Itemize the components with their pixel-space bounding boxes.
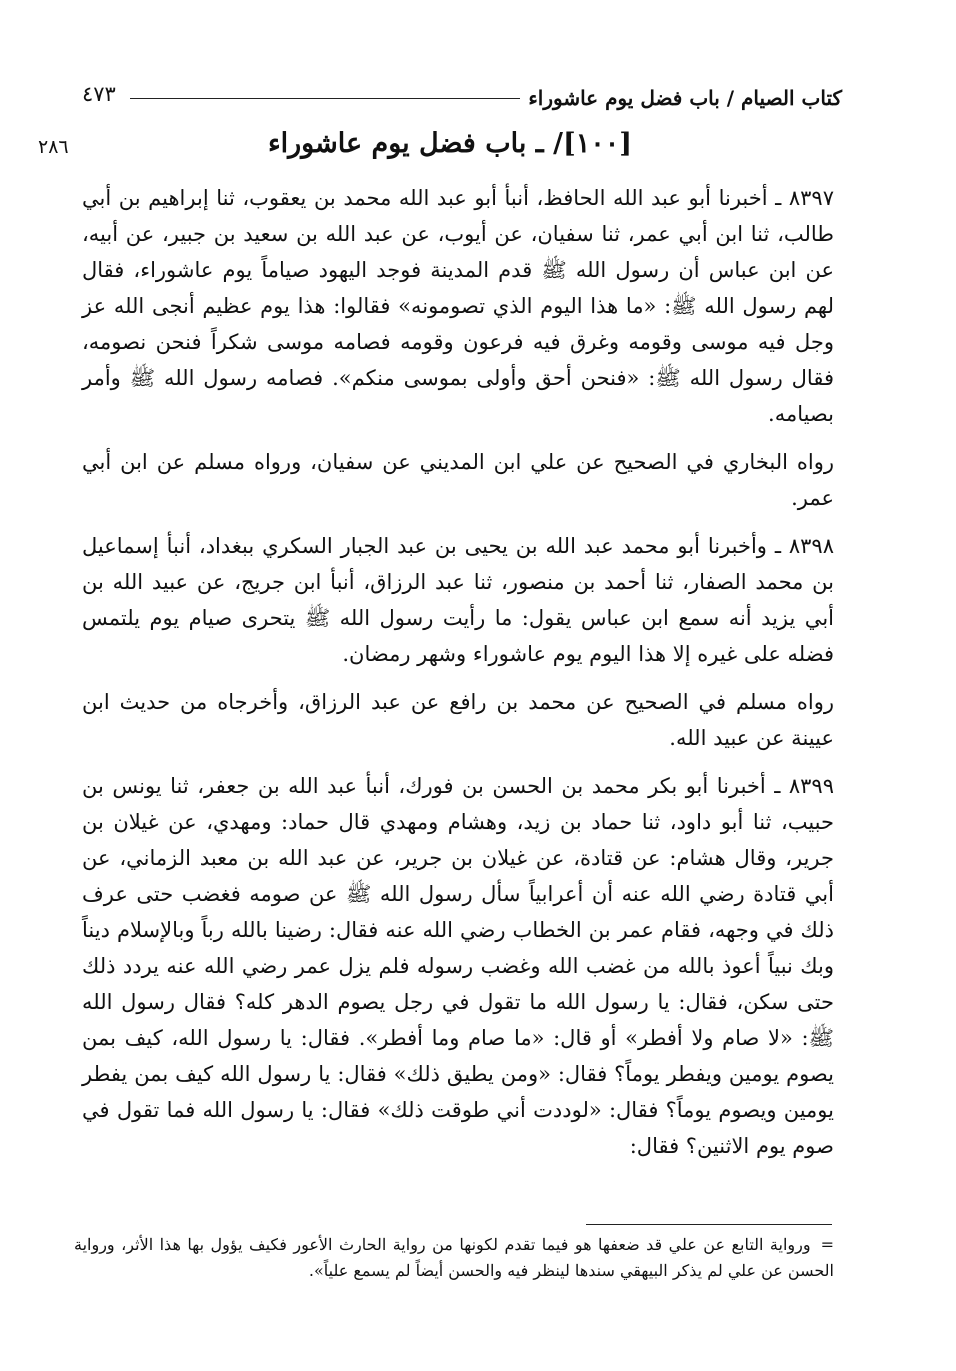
footnote-continuation-marker: =	[820, 1235, 834, 1254]
original-edition-page-number: ٢٨٦	[38, 136, 69, 158]
main-text	[82, 180, 834, 1176]
takhrij-8397: رواه البخاري في الصحيح عن علي ابن المديني عن سفيان، ورواه مسلم عن ابن أبي عمر.	[82, 450, 835, 510]
running-header-title: كتاب الصيام / باب فضل يوم عاشوراء	[528, 86, 842, 110]
chapter-title: [١٠٠]/ ـ باب فضل يوم عاشوراء	[267, 128, 633, 159]
hadith-8397: ٨٣٩٧ ـ أخبرنا أبو عبد الله الحافظ، أنبأ أبو عبد الله محمد بن يعقوب، ثنا إبراهيم بن أبي طالب، ثنا ابن أبي عمر، ثنا سفيان، عن أيوب، عن عبد الله بن سعيد بن جبير، عن أبيه، عن ابن عباس أن رسول الله ﷺ قدم المدينة فوجد اليهود صياماً يوم عاشوراء، فقال لهم رسول الله ﷺ: «ما هذا اليوم الذي تصومونه» فقالوا: هذا يوم عظيم أنجى الله عز وجل فيه موسى وقومه وغرق فيه فرعون وقومه فصامه موسى شكراً فنحن نصومه، فقال رسول الله ﷺ: «فنحن أحق وأولى بموسى منكم». فصامه رسول الله ﷺ وأمر بصيامه.	[82, 186, 834, 426]
page-number: ٤٧٣	[82, 82, 116, 106]
hadith-8399: ٨٣٩٩ ـ أخبرنا أبو بكر محمد بن الحسن بن فورك، أنبأ عبد الله بن جعفر، ثنا يونس بن حبيب، ثنا أبو داود، ثنا حماد بن زيد، وهشام ومهدي قال حماد: ومهدي، عن غيلان بن جرير، وقال هشام: عن قتادة، عن غيلان بن جرير، عن عبد الله بن معبد الزماني، عن أبي قتادة رضي الله عنه أن أعرابياً سأل رسول الله ﷺ عن صومه فغضب حتى عرف ذلك في وجهه، فقام عمر بن الخطاب رضي الله عنه فقال: رضينا بالله رباً وبالإسلام ديناً وبك نبياً أعوذ بالله من غضب الله وغضب رسوله فلم يزل عمر رضي الله عنه يردد ذلك حتى سكن، فقال: يا رسول الله ما تقول في رجل يصوم الدهر كله؟ فقال رسول الله ﷺ: «لا صام ولا أفطر» أو قال: «ما صام وما أفطر». فقال: يا رسول الله، كيف بمن يصوم يومين ويفطر يوماً؟ فقال: «ومن يطيق ذلك» فقال: يا رسول الله كيف بمن يفطر يومين ويصوم يوماً؟ فقال: «لوددت أني طوقت ذلك» فقال: يا رسول الله فما تقول في صوم يوم الاثنين؟ فقال:	[82, 774, 835, 1158]
footnote-text: ورواية التابع عن علي قد ضعفها هو فيما تقدم لكونها من رواية الحارث الأعور فكيف يؤول بها هذا الأثر، ورواية الحسن عن علي لم يذكر البيهقي سندها لينظر فيه والحسن أيضاً لم يسمع علياً».	[74, 1235, 834, 1280]
takhrij-8398: رواه مسلم في الصحيح عن محمد بن رافع عن عبد الرزاق، وأخرجاه من حديث ابن عيينة عن عبيد الله.	[82, 690, 834, 750]
hadith-8398: ٨٣٩٨ ـ وأخبرنا أبو محمد عبد الله بن يحيى بن عبد الجبار السكري ببغداد، أنبأ إسماعيل بن محمد الصفار، ثنا أحمد بن منصور، ثنا عبد الرزاق، أنبأ ابن جريج، عن عبيد الله بن أبي يزيد أنه سمع ابن عباس يقول: ما رأيت رسول الله ﷺ يتحرى صيام يوم يلتمس فضله على غيره إلا هذا اليوم يوم عاشوراء وشهر رمضان.	[82, 534, 834, 666]
header-rule	[130, 98, 520, 99]
footnote-rule	[586, 1224, 832, 1225]
footnote	[74, 1232, 834, 1284]
running-header	[82, 62, 842, 122]
